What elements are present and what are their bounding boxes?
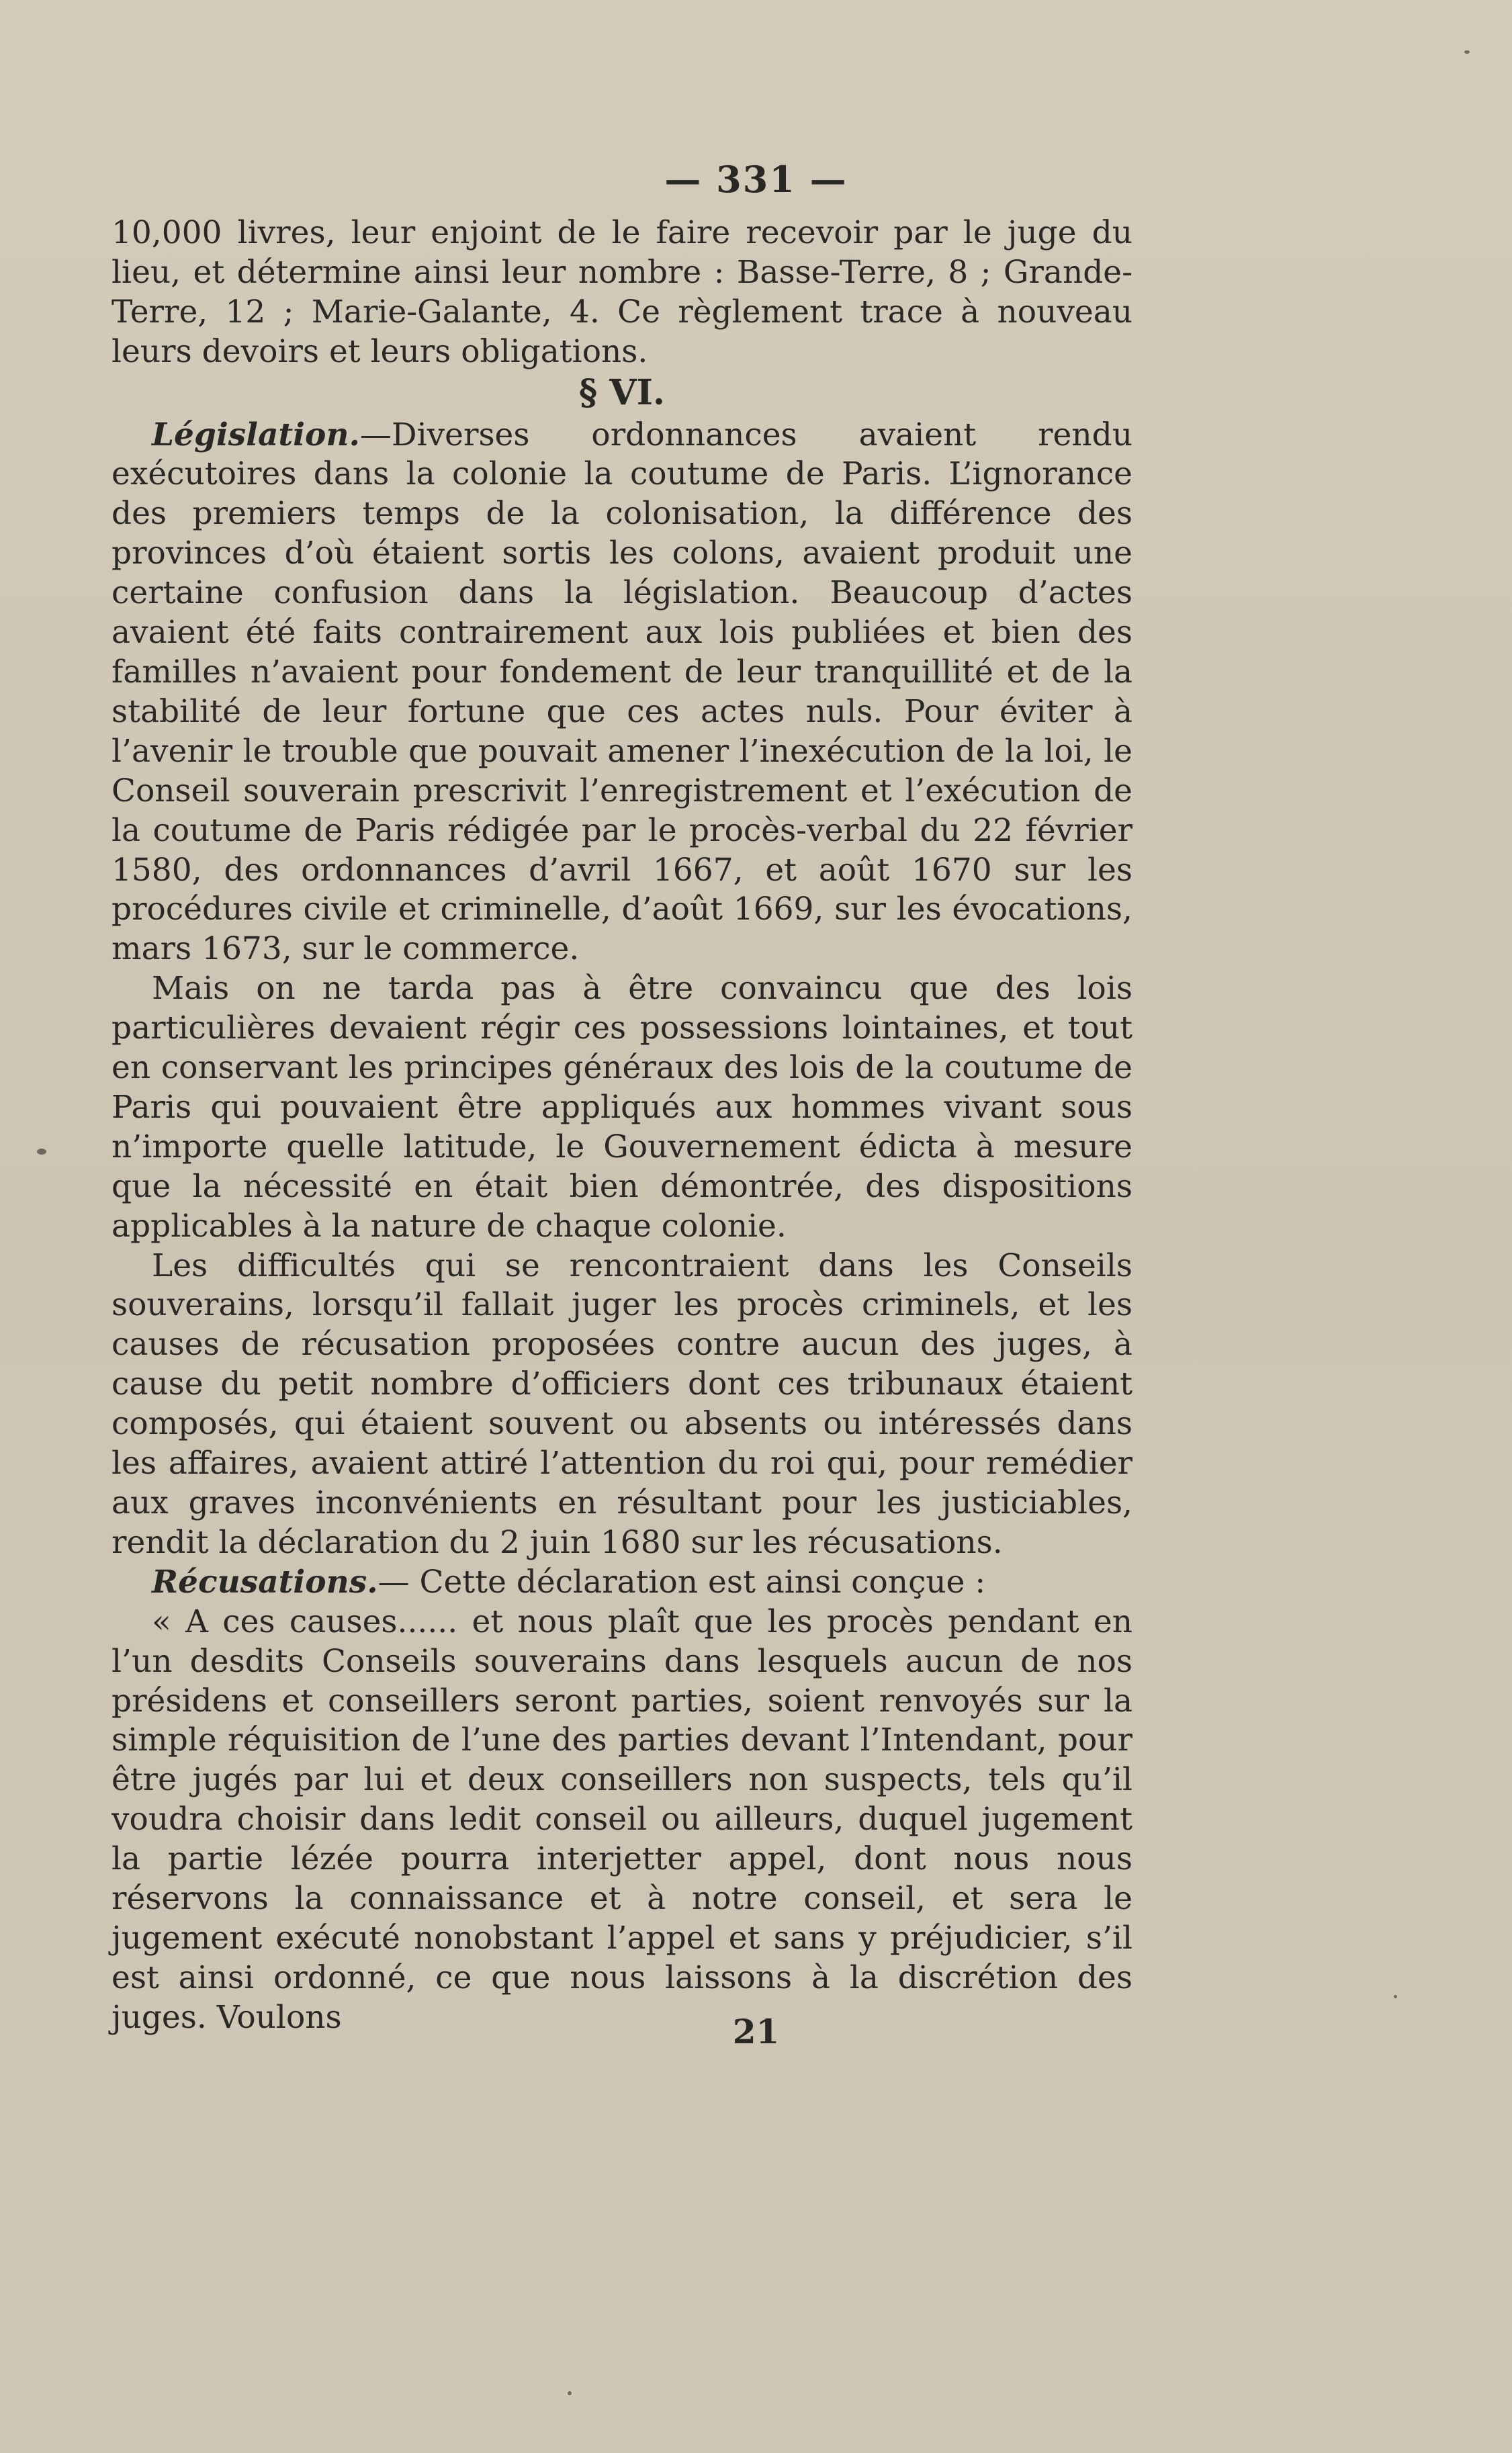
paper-speck: [1464, 50, 1470, 54]
paragraph-continuation: 10,000 livres, leur enjoint de le faire recevoir par le juge du lieu, et détermine ainsi leur nombre : Basse-Terre, 8 ; Grande-Terre, 12 ; Marie-Galante, 4. Ce règlement trace à nouveau leurs devoirs et leurs obligations.: [112, 214, 1132, 370]
paragraph-difficultes: Les difficultés qui se rencontraient dans les Conseils souverains, lorsqu’il fallait juger les procès criminels, et les causes de récusation proposées contre aucun des juges, à cause du petit nombre d’officiers dont ces tribunaux étaient composés, qui étaient souvent ou absents ou intéressés dans les affaires, avaient attiré l’attention du roi qui, pour remédier aux graves inconvénients en résultant pour les justiciables, rendit la déclaration du 2 juin 1680 sur les récusations.: [112, 1247, 1132, 1561]
paper-speck: [1394, 1995, 1397, 1998]
recusations-label: Récusations.: [152, 1563, 378, 1601]
recusations-text: — Cette déclaration est ainsi conçue :: [377, 1563, 986, 1601]
page-number-header: — 331 —: [664, 158, 848, 201]
paragraph-legislation: [112, 416, 1132, 970]
paper-speck: [568, 2391, 572, 2395]
page-body: [112, 214, 1132, 2038]
paragraph-recusations: [112, 1563, 1132, 1603]
paper-speck: [37, 1149, 46, 1155]
legislation-label: Législation.: [152, 416, 360, 453]
paragraph-quote: « A ces causes...... et nous plaît que les procès pendant en l’un desdits Conseils souverains dans lesquels aucun de nos présidens et conseillers seront parties, soient renvoyés sur la simple réquisition de l’une des parties devant l’Intendant, pour être jugés par lui et deux conseillers non suspects, tels qu’il voudra choisir dans ledit conseil ou ailleurs, duquel jugement la partie lézée pourra interjetter appel, dont nous nous réservons la connaissance et à notre conseil, et sera le jugement exécuté nonobstant l’appel et sans y préjudicier, s’il est ainsi ordonné, ce que nous laissons à la discrétion des juges. Voulons: [112, 1603, 1132, 2036]
signature-mark: 21: [732, 2012, 780, 2051]
section-heading: § VI.: [578, 371, 666, 413]
paragraph-mais: Mais on ne tarda pas à être convaincu que des lois particulières devaient régir ces possessions lointaines, et tout en conservant les principes généraux des lois de la coutume de Paris qui pouvaient être appliqués aux hommes vivant sous n’importe quelle latitude, le Gouvernement édicta à mesure que la nécessité en était bien démontrée, des dispositions applicables à la nature de chaque colonie.: [112, 970, 1132, 1245]
legislation-text: —Diverses ordonnances avaient rendu exécutoires dans la colonie la coutume de Paris. L’ignorance des premiers temps de la colonisation, la différence des provinces d’où étaient sortis les colons, avaient produit une certaine confusion dans la législation. Beaucoup d’actes avaient été faits contrairement aux lois publiées et bien des familles n’avaient pour fondement de leur tranquillité et de la stabilité de leur fortune que ces actes nuls. Pour éviter à l’avenir le trouble que pouvait amener l’inexécution de la loi, le Conseil souverain prescrivit l’enregistrement et l’exécution de la coutume de Paris rédigée par le procès-verbal du 22 février 1580, des ordonnances d’avril 1667, et août 1670 sur les procédures civile et criminelle, d’août 1669, sur les évocations, mars 1673, sur le commerce.: [112, 416, 1132, 968]
